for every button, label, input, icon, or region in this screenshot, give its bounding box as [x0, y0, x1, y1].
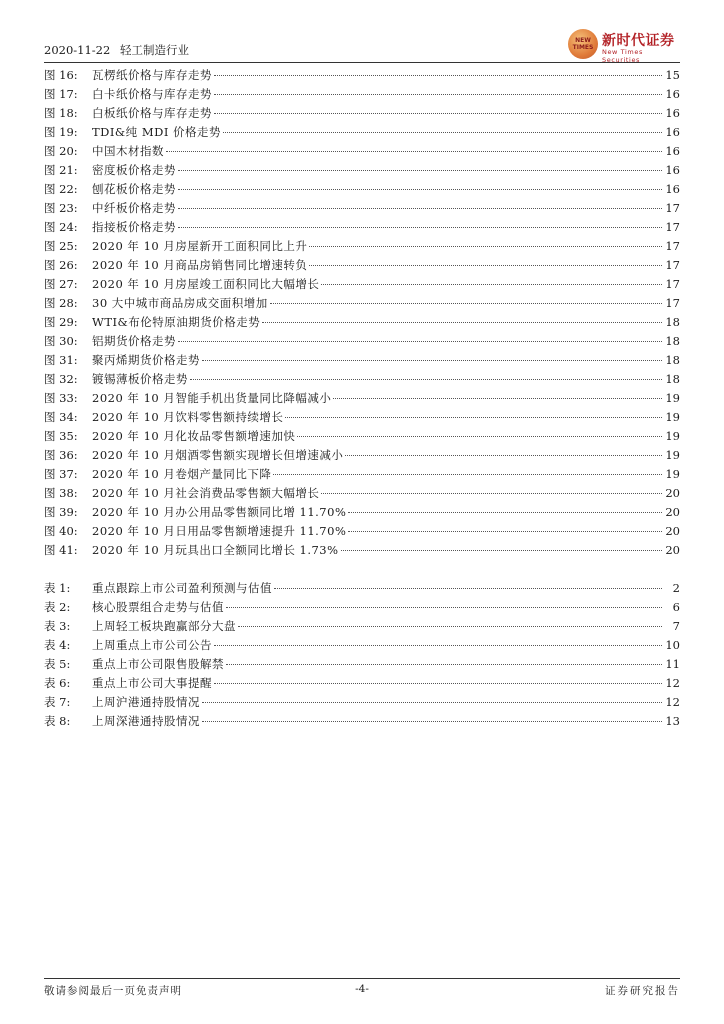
entry-title: 2020 年 10 月日用品零售额增速提升 11.70%	[92, 524, 347, 538]
entry-page: 19	[665, 410, 680, 424]
dot-leader	[345, 455, 662, 456]
entry-title: 2020 年 10 月办公用品零售额同比增 11.70%	[92, 505, 347, 519]
entry-label: 图 33:	[44, 391, 78, 405]
report-date: 2020-11-22	[44, 43, 111, 57]
entry-label: 图 23:	[44, 201, 78, 215]
entry-page: 18	[665, 372, 680, 386]
page-number: -4-	[355, 983, 369, 995]
dot-leader	[274, 588, 662, 589]
entry-page: 16	[665, 125, 680, 139]
entry-title: 2020 年 10 月房屋竣工面积同比大幅增长	[92, 277, 320, 291]
figure-entry[interactable]	[44, 408, 680, 427]
entry-label: 图 22:	[44, 182, 78, 196]
table-entry[interactable]	[44, 617, 680, 636]
table-entry[interactable]	[44, 693, 680, 712]
figure-entry[interactable]	[44, 66, 680, 85]
entry-page: 20	[665, 543, 680, 557]
figure-entry[interactable]	[44, 465, 680, 484]
dot-leader	[214, 645, 662, 646]
entry-label: 表 3:	[44, 619, 71, 633]
dot-leader	[202, 702, 662, 703]
entry-label: 表 7:	[44, 695, 71, 709]
figure-entry[interactable]	[44, 237, 680, 256]
entry-label: 图 36:	[44, 448, 78, 462]
entry-page: 18	[665, 334, 680, 348]
dot-leader	[321, 284, 662, 285]
entry-page: 16	[665, 144, 680, 158]
dot-leader	[321, 493, 662, 494]
entry-page: 15	[665, 68, 680, 82]
entry-page: 18	[665, 353, 680, 367]
entry-label: 图 28:	[44, 296, 78, 310]
dot-leader	[285, 417, 662, 418]
dot-leader	[178, 208, 662, 209]
entry-page: 20	[665, 486, 680, 500]
entry-page: 17	[665, 239, 680, 253]
entry-page: 16	[665, 87, 680, 101]
entry-label: 图 34:	[44, 410, 78, 424]
entry-label: 图 39:	[44, 505, 78, 519]
entry-page: 19	[665, 391, 680, 405]
figure-entry[interactable]	[44, 541, 680, 560]
dot-leader	[214, 94, 662, 95]
figure-entry[interactable]	[44, 446, 680, 465]
dot-leader	[348, 531, 662, 532]
entry-page: 18	[665, 315, 680, 329]
dot-leader	[202, 360, 662, 361]
entry-label: 图 17:	[44, 87, 78, 101]
dot-leader	[297, 436, 662, 437]
entry-label: 图 24:	[44, 220, 78, 234]
logo-name-cn: 新时代证券	[602, 33, 675, 49]
entry-page: 11	[665, 657, 680, 671]
figure-entry[interactable]	[44, 294, 680, 313]
entry-title: 重点上市公司大事提醒	[92, 676, 212, 690]
figure-entry[interactable]	[44, 275, 680, 294]
figure-entry[interactable]	[44, 351, 680, 370]
figure-entry[interactable]	[44, 484, 680, 503]
figure-entry[interactable]	[44, 85, 680, 104]
table-entry[interactable]	[44, 636, 680, 655]
table-entry[interactable]	[44, 712, 680, 731]
entry-page: 16	[665, 106, 680, 120]
entry-label: 图 21:	[44, 163, 78, 177]
entry-label: 图 16:	[44, 68, 78, 82]
dot-leader	[226, 664, 662, 665]
figure-entry[interactable]	[44, 503, 680, 522]
entry-label: 图 37:	[44, 467, 78, 481]
dot-leader	[166, 151, 662, 152]
entry-page: 17	[665, 277, 680, 291]
figure-list	[44, 66, 680, 560]
table-entry[interactable]	[44, 598, 680, 617]
figure-entry[interactable]	[44, 370, 680, 389]
entry-title: 重点上市公司限售股解禁	[92, 657, 224, 671]
entry-title: 2020 年 10 月智能手机出货量同比降幅减小	[92, 391, 332, 405]
entry-page: 20	[665, 524, 680, 538]
figure-entry[interactable]	[44, 313, 680, 332]
entry-title: 2020 年 10 月社会消费品零售额大幅增长	[92, 486, 320, 500]
entry-page: 7	[672, 619, 680, 633]
entry-page: 12	[665, 676, 680, 690]
entry-title: 2020 年 10 月饮料零售额持续增长	[92, 410, 284, 424]
dot-leader	[273, 474, 662, 475]
entry-page: 13	[665, 714, 680, 728]
entry-title: 白板纸价格与库存走势	[92, 106, 212, 120]
entry-page: 6	[672, 600, 680, 614]
dot-leader	[178, 227, 662, 228]
page-footer	[44, 978, 680, 999]
entry-title: 铝期货价格走势	[92, 334, 176, 348]
entry-page: 20	[665, 505, 680, 519]
entry-label: 图 41:	[44, 543, 78, 557]
entry-title: 核心股票组合走势与估值	[92, 600, 224, 614]
entry-label: 图 26:	[44, 258, 78, 272]
entry-page: 17	[665, 201, 680, 215]
entry-page: 10	[665, 638, 680, 652]
entry-label: 图 25:	[44, 239, 78, 253]
entry-title: 瓦楞纸价格与库存走势	[92, 68, 212, 82]
header-info	[44, 42, 189, 58]
entry-label: 图 20:	[44, 144, 78, 158]
entry-page: 19	[665, 448, 680, 462]
dot-leader	[341, 550, 662, 551]
table-entry[interactable]	[44, 674, 680, 693]
logo-name-en: New Times Securities	[602, 48, 643, 64]
page-header	[44, 28, 680, 63]
entry-title: 2020 年 10 月房屋新开工面积同比上升	[92, 239, 308, 253]
entry-label: 图 35:	[44, 429, 78, 443]
figure-entry[interactable]	[44, 522, 680, 541]
report-type: 证券研究报告	[605, 985, 680, 997]
entry-page: 12	[665, 695, 680, 709]
entry-title: 中国木材指数	[92, 144, 164, 158]
entry-title: 刨花板价格走势	[92, 182, 176, 196]
entry-title: 白卡纸价格与库存走势	[92, 87, 212, 101]
entry-label: 表 5:	[44, 657, 71, 671]
entry-page: 16	[665, 182, 680, 196]
entry-page: 19	[665, 467, 680, 481]
entry-label: 表 6:	[44, 676, 71, 690]
figure-entry[interactable]	[44, 332, 680, 351]
dot-leader	[348, 512, 662, 513]
dot-leader	[226, 607, 662, 608]
dot-leader	[214, 75, 662, 76]
entry-label: 图 19:	[44, 125, 78, 139]
entry-title: 指接板价格走势	[92, 220, 176, 234]
entry-title: 重点跟踪上市公司盈利预测与估值	[92, 581, 272, 595]
entry-label: 表 2:	[44, 600, 71, 614]
disclaimer-note: 敬请参阅最后一页免责声明	[44, 985, 182, 997]
entry-title: 2020 年 10 月玩具出口全额同比增长 1.73%	[92, 543, 339, 557]
entry-label: 表 4:	[44, 638, 71, 652]
figure-entry[interactable]	[44, 199, 680, 218]
entry-title: 上周深港通持股情况	[92, 714, 200, 728]
entry-label: 图 32:	[44, 372, 78, 386]
entry-page: 16	[665, 163, 680, 177]
entry-label: 图 27:	[44, 277, 78, 291]
logo-badge-text: NEW TIMES	[572, 37, 594, 51]
dot-leader	[238, 626, 662, 627]
dot-leader	[309, 246, 662, 247]
entry-label: 图 29:	[44, 315, 78, 329]
figure-entry[interactable]	[44, 427, 680, 446]
entry-page: 19	[665, 429, 680, 443]
entry-label: 图 30:	[44, 334, 78, 348]
entry-page: 17	[665, 220, 680, 234]
figure-entry[interactable]	[44, 180, 680, 199]
entry-title: 上周轻工板块跑赢部分大盘	[92, 619, 236, 633]
dot-leader	[214, 683, 662, 684]
figure-entry[interactable]	[44, 389, 680, 408]
entry-title: 上周重点上市公司公告	[92, 638, 212, 652]
entry-label: 图 40:	[44, 524, 78, 538]
dot-leader	[178, 189, 662, 190]
entry-title: 上周沪港通持股情况	[92, 695, 200, 709]
table-list	[44, 579, 680, 731]
entry-title: 2020 年 10 月化妆品零售额增速加快	[92, 429, 296, 443]
industry-name: 轻工制造行业	[119, 43, 189, 57]
figure-entry[interactable]	[44, 218, 680, 237]
table-entry[interactable]	[44, 579, 680, 598]
dot-leader	[309, 265, 662, 266]
dot-leader	[333, 398, 662, 399]
dot-leader	[214, 113, 662, 114]
figure-entry[interactable]	[44, 256, 680, 275]
entry-title: 聚丙烯期货价格走势	[92, 353, 200, 367]
entry-page: 17	[665, 296, 680, 310]
dot-leader	[202, 721, 662, 722]
entry-title: WTI&布伦特原油期货价格走势	[92, 315, 261, 329]
table-entry[interactable]	[44, 655, 680, 674]
entry-label: 表 1:	[44, 581, 71, 595]
entry-label: 表 8:	[44, 714, 71, 728]
entry-title: 密度板价格走势	[92, 163, 176, 177]
entry-title: 30 大中城市商品房成交面积增加	[92, 296, 268, 310]
dot-leader	[223, 132, 662, 133]
figure-entry[interactable]	[44, 123, 680, 142]
entry-title: TDI&纯 MDI 价格走势	[92, 125, 222, 139]
company-logo	[568, 29, 680, 64]
dot-leader	[178, 341, 662, 342]
entry-title: 2020 年 10 月商品房销售同比增速转负	[92, 258, 308, 272]
entry-title: 中纤板价格走势	[92, 201, 176, 215]
dot-leader	[262, 322, 662, 323]
entry-label: 图 38:	[44, 486, 78, 500]
figure-entry[interactable]	[44, 104, 680, 123]
entry-page: 2	[672, 581, 680, 595]
entry-title: 2020 年 10 月卷烟产量同比下降	[92, 467, 272, 481]
entry-title: 镀锡薄板价格走势	[92, 372, 188, 386]
entry-label: 图 31:	[44, 353, 78, 367]
entry-page: 17	[665, 258, 680, 272]
dot-leader	[178, 170, 662, 171]
dot-leader	[190, 379, 662, 380]
figure-entry[interactable]	[44, 142, 680, 161]
entry-label: 图 18:	[44, 106, 78, 120]
dot-leader	[270, 303, 662, 304]
figure-entry[interactable]	[44, 161, 680, 180]
entry-title: 2020 年 10 月烟酒零售额实现增长但增速减小	[92, 448, 344, 462]
